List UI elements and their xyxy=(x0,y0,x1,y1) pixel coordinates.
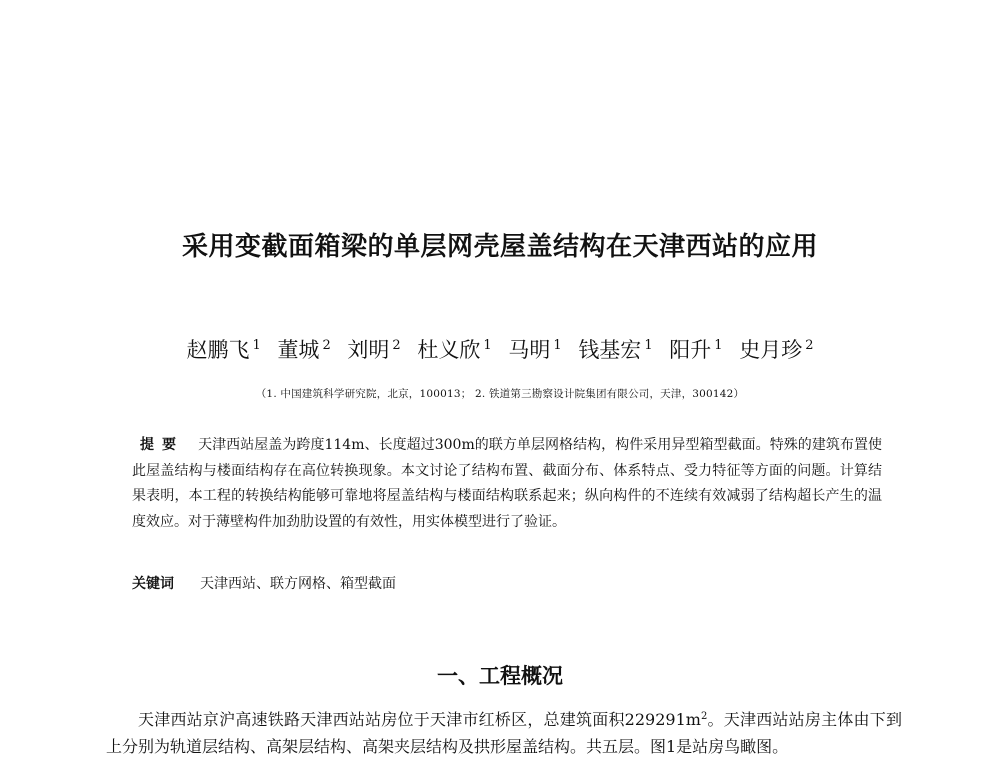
affiliation-line: （1. 中国建筑科学研究院，北京，100013； 2. 铁道第三勘察设计院集团有限公司，天津，300142） xyxy=(255,388,745,400)
author-name: 赵鹏飞 xyxy=(186,338,250,362)
author-affiliation-mark: 1 xyxy=(644,338,653,353)
author-affiliation-mark: 1 xyxy=(252,338,261,353)
author-affiliation-mark: 2 xyxy=(392,338,401,353)
author xyxy=(347,338,400,362)
abstract-label: 提要 xyxy=(140,437,185,453)
author-name: 马明 xyxy=(508,338,551,362)
paper-title: 采用变截面箱梁的单层网壳屋盖结构在天津西站的应用 xyxy=(181,232,818,262)
author xyxy=(578,338,652,362)
paragraph-text: 天津西站京沪高速铁路天津西站站房位于天津市红桥区，总建筑面积229291m xyxy=(138,710,701,729)
author xyxy=(417,338,491,362)
author xyxy=(508,338,561,362)
author xyxy=(186,338,260,362)
author xyxy=(669,338,722,362)
paragraph-text-continued: 。天津西站站房主体由下到上分别为轨道层结构、高架层结构、高架夹层结构及拱形屋盖结构。共五层。图1是站房鸟瞰图。 xyxy=(106,710,902,756)
author xyxy=(277,338,330,362)
author-affiliation-mark: 2 xyxy=(805,338,814,353)
author-affiliation-mark: 1 xyxy=(483,338,492,353)
author-name: 杜义欣 xyxy=(417,338,481,362)
abstract xyxy=(132,433,882,535)
abstract-text: 天津西站屋盖为跨度114m、长度超过300m的联方单层网格结构，构件采用异型箱型截面。特殊的建筑布置使此屋盖结构与楼面结构存在高位转换现象。本文讨论了结构布置、截面分布、体系特点、受力特征等方面的问题。计算结果表明，本工程的转换结构能够可靠地将屋盖结构与楼面结构联系起来；纵向构件的不连续有效减弱了结构超长产生的温度效应。对于薄壁构件加劲肋设置的有效性，用实体模型进行了验证。 xyxy=(132,437,882,530)
keywords-label: 关键词 xyxy=(132,576,174,592)
keywords-text: 天津西站、联方网格、箱型截面 xyxy=(200,576,396,592)
author xyxy=(739,338,813,362)
author-name: 史月珍 xyxy=(739,338,803,362)
author-affiliation-mark: 1 xyxy=(714,338,723,353)
unit-superscript: 2 xyxy=(700,711,708,722)
author-list xyxy=(0,334,1000,364)
author-name: 刘明 xyxy=(347,338,390,362)
keywords xyxy=(132,573,882,593)
section-heading: 一、工程概况 xyxy=(437,664,563,688)
author-affiliation-mark: 2 xyxy=(322,338,331,353)
section-body-paragraph xyxy=(106,703,902,760)
author-name: 阳升 xyxy=(669,338,712,362)
author-affiliation-mark: 1 xyxy=(553,338,562,353)
author-name: 董城 xyxy=(277,338,320,362)
author-name: 钱基宏 xyxy=(578,338,642,362)
